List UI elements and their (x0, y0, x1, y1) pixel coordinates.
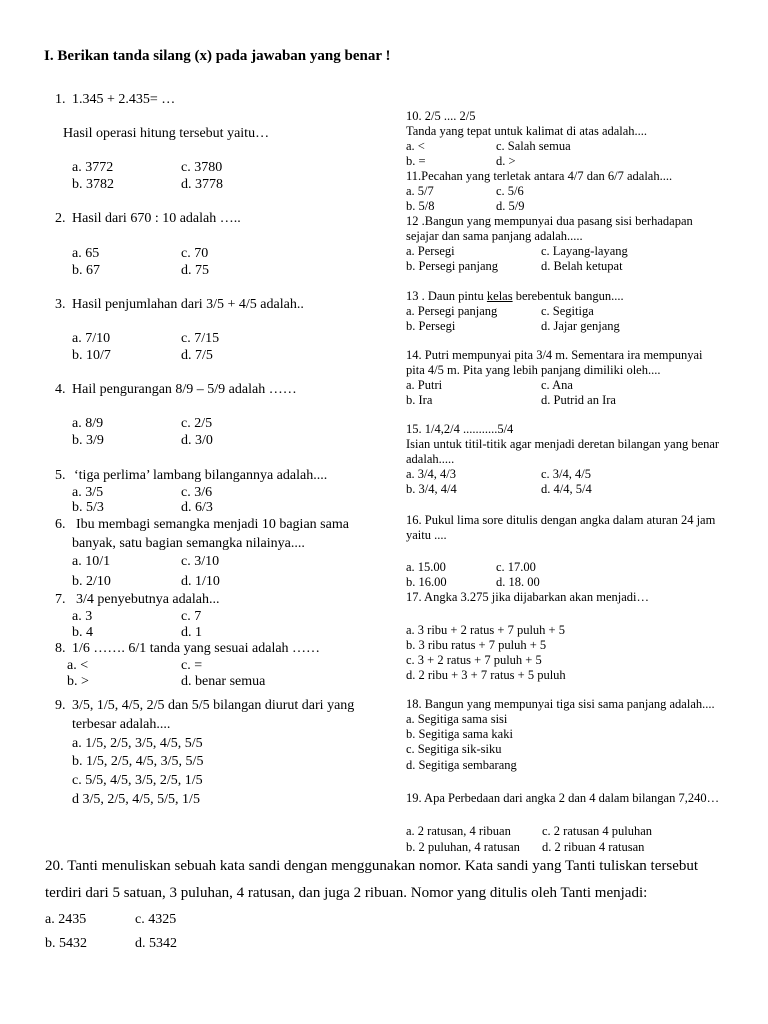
question-17-option-c[interactable]: c. 3 + 2 ratus + 7 puluh + 5 (406, 653, 542, 667)
question-2-option-d[interactable]: d. 75 (181, 263, 209, 278)
question-12-option-d[interactable]: d. Belah ketupat (541, 259, 623, 273)
question-17-option-b[interactable]: b. 3 ribu ratus + 7 puluh + 5 (406, 638, 547, 652)
question-7-number: 7. (55, 592, 66, 607)
question-18-option-b[interactable]: b. Segitiga sama kaki (406, 727, 513, 741)
question-2-option-b[interactable]: b. 67 (72, 263, 100, 278)
question-1-option-c[interactable]: c. 3780 (181, 160, 223, 175)
question-16-option-a[interactable]: a. 15.00 (406, 560, 446, 574)
question-19-option-a[interactable]: a. 2 ratusan, 4 ribuan (406, 824, 511, 838)
question-18-text: 18. Bangun yang mempunyai tiga sisi sama panjang adalah.... (406, 697, 715, 711)
question-6-option-c[interactable]: c. 3/10 (181, 554, 220, 569)
question-16-line-2: yaitu .... (406, 528, 447, 542)
question-15-option-b[interactable]: b. 3/4, 4/4 (406, 482, 457, 496)
question-15-option-c[interactable]: c. 3/4, 4/5 (541, 467, 591, 481)
question-8-option-a[interactable]: a. < (67, 658, 89, 673)
question-8-number: 8. (55, 641, 66, 656)
question-1-text: 1.345 + 2.435= … (72, 92, 176, 107)
question-6-number: 6. (55, 517, 66, 532)
question-2-text: Hasil dari 670 : 10 adalah ….. (72, 211, 241, 226)
question-3-option-d[interactable]: d. 7/5 (181, 348, 213, 363)
question-7-option-b[interactable]: b. 4 (72, 625, 93, 640)
question-9-option-d[interactable]: d 3/5, 2/5, 4/5, 5/5, 1/5 (72, 792, 200, 807)
question-3-option-a[interactable]: a. 7/10 (72, 331, 111, 346)
question-14-line-1: 14. Putri mempunyai pita 3/4 m. Sementara ira mempunyai (406, 348, 703, 362)
question-2-option-c[interactable]: c. 70 (181, 246, 209, 261)
question-4-option-d[interactable]: d. 3/0 (181, 433, 213, 448)
question-1-number: 1. (55, 92, 66, 107)
question-20-option-b[interactable]: b. 5432 (45, 936, 87, 951)
question-18-option-c[interactable]: c. Segitiga sik-siku (406, 742, 502, 756)
question-3-option-b[interactable]: b. 10/7 (72, 348, 111, 363)
question-7-text: 3/4 penyebutnya adalah... (76, 592, 220, 607)
question-11-text: 11.Pecahan yang terletak antara 4/7 dan 6/7 adalah.... (406, 169, 673, 183)
question-16-option-c[interactable]: c. 17.00 (496, 560, 536, 574)
question-9-number: 9. (55, 698, 66, 713)
question-12-option-a[interactable]: a. Persegi (406, 244, 455, 258)
question-6-option-d[interactable]: d. 1/10 (181, 574, 220, 589)
question-20-option-c[interactable]: c. 4325 (135, 912, 177, 927)
question-4-option-b[interactable]: b. 3/9 (72, 433, 104, 448)
question-7-option-a[interactable]: a. 3 (72, 609, 93, 624)
question-11-option-a[interactable]: a. 5/7 (406, 184, 434, 198)
question-11-option-d[interactable]: d. 5/9 (496, 199, 525, 213)
question-12-line-2: sejajar dan sama panjang adalah..... (406, 229, 583, 243)
question-10-option-d[interactable]: d. > (496, 154, 516, 168)
question-18-option-a[interactable]: a. Segitiga sama sisi (406, 712, 508, 726)
question-4-option-c[interactable]: c. 2/5 (181, 416, 213, 431)
question-19-option-d[interactable]: d. 2 ribuan 4 ratusan (542, 840, 645, 854)
question-14-option-a[interactable]: a. Putri (406, 378, 443, 392)
question-1-option-d[interactable]: d. 3778 (181, 177, 223, 192)
question-3-option-c[interactable]: c. 7/15 (181, 331, 220, 346)
question-16-option-d[interactable]: d. 18. 00 (496, 575, 540, 589)
question-15-option-d[interactable]: d. 4/4, 5/4 (541, 482, 592, 496)
question-5-option-d[interactable]: d. 6/3 (181, 500, 213, 515)
question-16-option-b[interactable]: b. 16.00 (406, 575, 447, 589)
question-1-option-a[interactable]: a. 3772 (72, 160, 114, 175)
question-7-option-d[interactable]: d. 1 (181, 625, 202, 640)
question-1-option-b[interactable]: b. 3782 (72, 177, 114, 192)
question-6-option-b[interactable]: b. 2/10 (72, 574, 111, 589)
question-9-line-2: terbesar adalah.... (72, 717, 171, 732)
question-5-text: ‘tiga perlima’ lambang bilangannya adalah.... (74, 468, 328, 483)
section-heading: I. Berikan tanda silang (x) pada jawaban yang benar ! (44, 48, 391, 64)
question-20-option-a[interactable]: a. 2435 (45, 912, 87, 927)
question-14-line-2: pita 4/5 m. Pita yang lebih panjang dimiliki oleh.... (406, 363, 661, 377)
question-10-option-b[interactable]: b. = (406, 154, 426, 168)
question-17-option-d[interactable]: d. 2 ribu + 3 + 7 ratus + 5 puluh (406, 668, 566, 682)
question-1-note: Hasil operasi hitung tersebut yaitu… (63, 126, 270, 141)
question-20-line-2: terdiri dari 5 satuan, 3 puluhan, 4 ratusan, dan juga 2 ribuan. Nomor yang ditulis oleh Tanti menjadi: (45, 885, 648, 901)
question-13-option-c[interactable]: c. Segitiga (541, 304, 594, 318)
question-6-option-a[interactable]: a. 10/1 (72, 554, 111, 569)
question-6-line-1: Ibu membagi semangka menjadi 10 bagian sama (76, 517, 349, 532)
question-4-number: 4. (55, 382, 66, 397)
question-9-option-b[interactable]: b. 1/5, 2/5, 4/5, 3/5, 5/5 (72, 754, 204, 769)
question-4-text: Hail pengurangan 8/9 – 5/9 adalah …… (72, 382, 297, 397)
question-20-line-1: 20. Tanti menuliskan sebuah kata sandi dengan menggunakan nomor. Kata sandi yang Tanti tuliskan tersebut (45, 858, 699, 874)
question-18-option-d[interactable]: d. Segitiga sembarang (406, 758, 517, 772)
question-3-number: 3. (55, 297, 66, 312)
question-6-line-2: banyak, satu bagian semangka nilainya.... (72, 536, 305, 551)
question-15-line-2: adalah..... (406, 452, 455, 466)
question-13-option-d[interactable]: d. Jajar genjang (541, 319, 620, 333)
question-8-text: 1/6 ……. 6/1 tanda yang sesuai adalah …… (72, 641, 321, 656)
question-10-text: 10. 2/5 .... 2/5 (406, 109, 476, 123)
question-19-option-b[interactable]: b. 2 puluhan, 4 ratusan (406, 840, 520, 854)
question-12-option-b[interactable]: b. Persegi panjang (406, 259, 498, 273)
question-9-line-1: 3/5, 1/5, 4/5, 2/5 dan 5/5 bilangan diurut dari yang (72, 698, 355, 713)
question-16-line-1: 16. Pukul lima sore ditulis dengan angka dalam aturan 24 jam (406, 513, 716, 527)
question-9-option-a[interactable]: a. 1/5, 2/5, 3/5, 4/5, 5/5 (72, 736, 203, 751)
question-2-number: 2. (55, 211, 66, 226)
question-15-option-a[interactable]: a. 3/4, 4/3 (406, 467, 456, 481)
question-13-option-a[interactable]: a. Persegi panjang (406, 304, 498, 318)
question-4-option-a[interactable]: a. 8/9 (72, 416, 104, 431)
question-19-text: 19. Apa Perbedaan dari angka 2 dan 4 dalam bilangan 7,240… (406, 791, 720, 805)
question-12-line-1: 12 .Bangun yang mempunyai dua pasang sisi berhadapan (406, 214, 693, 228)
question-2-option-a[interactable]: a. 65 (72, 246, 100, 261)
question-11-option-c[interactable]: c. 5/6 (496, 184, 524, 198)
question-13-text: 13 . Daun pintu kelas berebentuk bangun.... (406, 289, 624, 303)
question-10-note: Tanda yang tepat untuk kalimat di atas adalah.... (406, 124, 648, 138)
question-14-option-c[interactable]: c. Ana (541, 378, 573, 392)
question-20-option-d[interactable]: d. 5342 (135, 936, 177, 951)
question-5-option-c[interactable]: c. 3/6 (181, 485, 213, 500)
question-15-text: 15. 1/4,2/4 ...........5/4 (406, 422, 514, 436)
question-7-option-c[interactable]: c. 7 (181, 609, 202, 624)
question-3-text: Hasil penjumlahan dari 3/5 + 4/5 adalah.. (72, 297, 304, 312)
question-12-option-c[interactable]: c. Layang-layang (541, 244, 628, 258)
question-5-number: 5. (55, 468, 66, 483)
question-8-option-c[interactable]: c. = (181, 658, 203, 673)
question-14-option-b[interactable]: b. Ira (406, 393, 433, 407)
question-11-option-b[interactable]: b. 5/8 (406, 199, 435, 213)
question-10-option-c[interactable]: c. Salah semua (496, 139, 571, 153)
question-19-option-c[interactable]: c. 2 ratusan 4 puluhan (542, 824, 653, 838)
question-5-option-b[interactable]: b. 5/3 (72, 500, 104, 515)
question-5-option-a[interactable]: a. 3/5 (72, 485, 104, 500)
question-14-option-d[interactable]: d. Putrid an Ira (541, 393, 616, 407)
question-9-option-c[interactable]: c. 5/5, 4/5, 3/5, 2/5, 1/5 (72, 773, 203, 788)
question-13-option-b[interactable]: b. Persegi (406, 319, 456, 333)
question-10-option-a[interactable]: a. < (406, 139, 425, 153)
question-8-option-b[interactable]: b. > (67, 674, 89, 689)
question-17-text: 17. Angka 3.275 jika dijabarkan akan menjadi… (406, 590, 649, 604)
question-8-option-d[interactable]: d. benar semua (181, 674, 266, 689)
question-15-line-1: Isian untuk titil-titik agar menjadi deretan bilangan yang benar (406, 437, 720, 451)
underlined-word: kelas (486, 289, 513, 303)
question-17-option-a[interactable]: a. 3 ribu + 2 ratus + 7 puluh + 5 (406, 623, 565, 637)
